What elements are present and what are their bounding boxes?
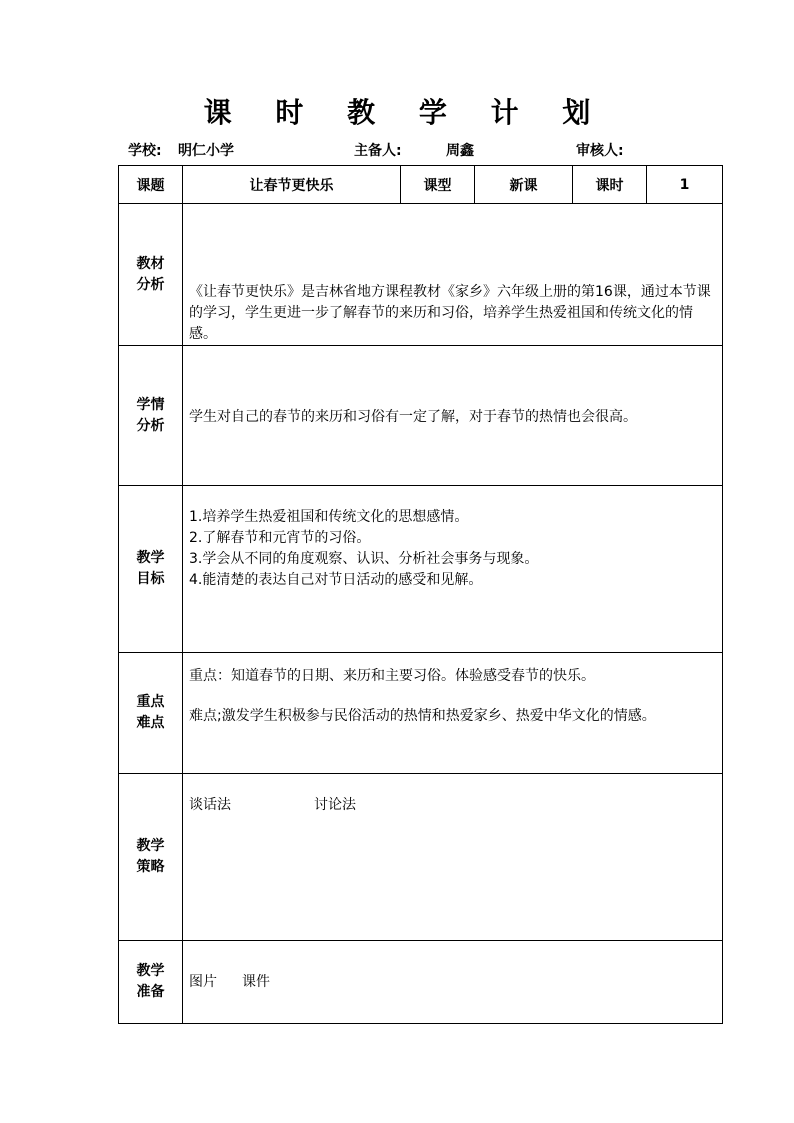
material-label — [119, 204, 183, 346]
summary-row — [119, 166, 723, 204]
learner-text: 学生对自己的春节的来历和习俗有一定了解，对于春节的热情也会很高。 — [189, 409, 637, 425]
period-value: 1 — [647, 166, 723, 204]
reviewer-label: 审核人: — [576, 143, 624, 159]
learner-label-line2: 分析 — [136, 417, 165, 434]
learner-label — [119, 346, 183, 486]
keypoints-label-line1: 重点 — [136, 694, 165, 710]
material-label-line2: 分析 — [136, 276, 165, 293]
topic-label: 课题 — [119, 166, 183, 204]
learner-row — [119, 346, 723, 486]
type-label: 课型 — [401, 166, 475, 204]
preparation-item-2: 课件 — [242, 973, 270, 990]
learner-label-line1: 学情 — [136, 396, 165, 413]
objective-item: 4.能清楚的表达自己对节日活动的感受和见解。 — [189, 572, 483, 588]
learner-content — [183, 346, 723, 486]
type-value: 新课 — [475, 166, 573, 204]
strategy-method-1: 谈话法 — [189, 797, 231, 813]
material-row — [119, 204, 723, 346]
strategy-label-line1: 教学 — [136, 838, 165, 854]
objective-item: 1.培养学生热爱祖国和传统文化的思想感情。 — [189, 509, 469, 525]
difficult-point-text: 难点;激发学生积极参与民俗活动的热情和热爱家乡、热爱中华文化的情感。 — [189, 708, 656, 724]
strategy-content — [183, 774, 723, 941]
strategy-label — [119, 774, 183, 941]
topic-value: 让春节更快乐 — [183, 166, 401, 204]
school-value: 明仁小学 — [178, 143, 234, 159]
strategy-method-2: 讨论法 — [314, 797, 356, 813]
period-label: 课时 — [573, 166, 647, 204]
objective-item: 2.了解春节和元宵节的习俗。 — [189, 530, 371, 546]
material-text: 《让春节更快乐》是吉林省地方课程教材《家乡》六年级上册的第16课，通过本节课的学习，学生更进一步了解春节的来历和习俗，培养学生热爱祖国和传统文化的情感。 — [189, 284, 711, 342]
preparer-label: 主备人: — [354, 143, 402, 159]
material-label-line1: 教材 — [136, 255, 165, 272]
objectives-row — [119, 486, 723, 653]
preparation-item-1: 图片 — [189, 973, 217, 990]
keypoints-label — [119, 653, 183, 774]
strategy-row — [119, 774, 723, 941]
preparation-content — [183, 941, 723, 1024]
preparation-row — [119, 941, 723, 1024]
preparation-label-line2: 准备 — [136, 984, 165, 1000]
strategy-label-line2: 策略 — [136, 859, 165, 875]
school-label: 学校: — [128, 143, 162, 159]
page-title: 课 时 教 学 计 划 — [203, 96, 608, 129]
key-point-text: 重点：知道春节的日期、来历和主要习俗。体验感受春节的快乐。 — [189, 668, 595, 684]
objective-item: 3.学会从不同的角度观察、认识、分析社会事务与现象。 — [189, 551, 539, 567]
objectives-label-line2: 目标 — [136, 571, 165, 587]
preparer-value: 周鑫 — [446, 143, 474, 159]
material-content — [183, 204, 723, 346]
objectives-label-line1: 教学 — [136, 550, 165, 566]
objectives-content — [183, 486, 723, 653]
preparation-label-line1: 教学 — [136, 963, 165, 979]
keypoints-row — [119, 653, 723, 774]
lesson-plan-table — [118, 165, 723, 1024]
preparation-label — [119, 941, 183, 1024]
keypoints-label-line2: 难点 — [136, 715, 165, 731]
keypoints-content — [183, 653, 723, 774]
objectives-label — [119, 486, 183, 653]
